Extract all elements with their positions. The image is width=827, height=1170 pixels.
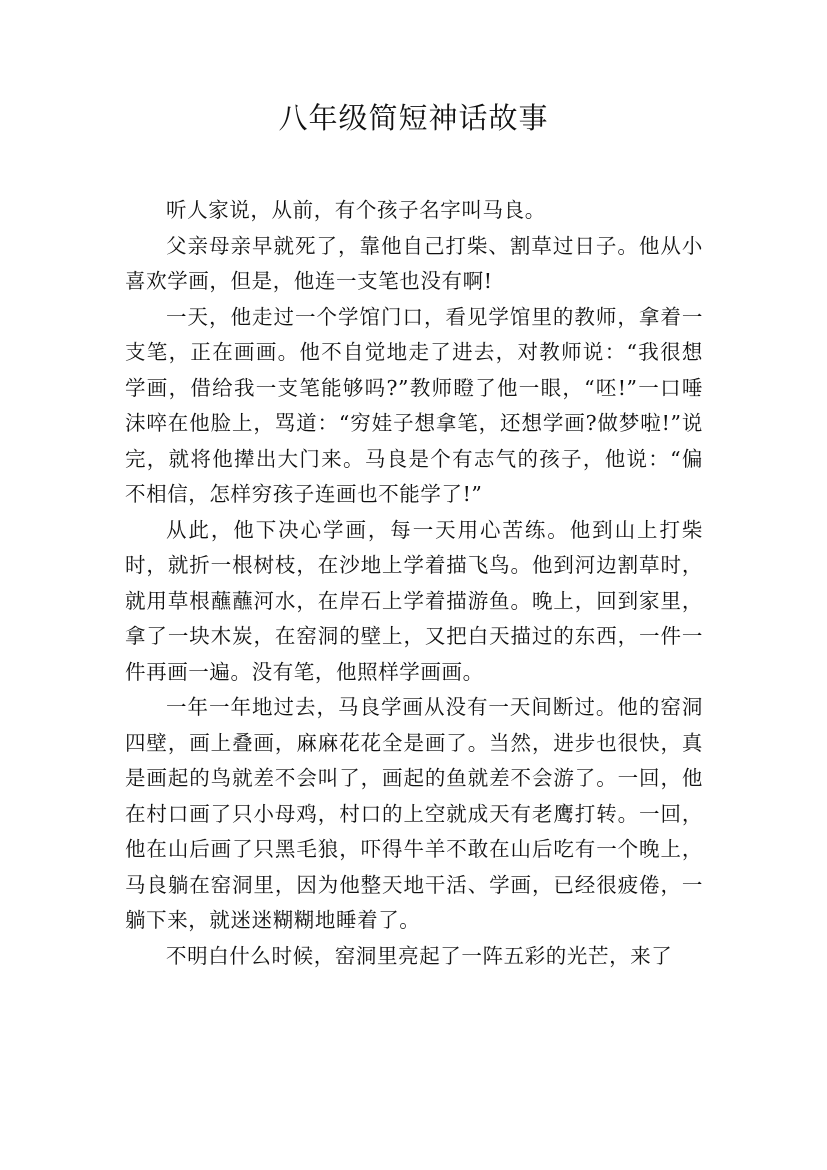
paragraph-2: 父亲母亲早就死了，靠他自己打柴、割草过日子。他从小喜欢学画，但是，他连一支笔也没有啊!	[125, 233, 703, 293]
document-title: 八年级简短神话故事	[278, 101, 549, 135]
paragraph-4: 从此，他下决心学画，每一天用心苦练。他到山上打柴时，就折一根树枝，在沙地上学着描飞鸟。他到河边割草时，就用草根蘸蘸河水，在岸石上学着描游鱼。晚上，回到家里，拿了一块木炭，在窑洞的壁上，又把白天描过的东西，一件一件再画一遍。没有笔，他照样学画画。	[125, 517, 703, 684]
paragraph-5: 一年一年地过去，马良学画从没有一天间断过。他的窑洞四壁，画上叠画，麻麻花花全是画了。当然，进步也很快，真是画起的鸟就差不会叫了，画起的鱼就差不会游了。一回，他在村口画了只小母鸡，村口的上空就成天有老鹰打转。一回，他在山后画了只黑毛狼，吓得牛羊不敢在山后吃有一个晚上，马良躺在窑洞里，因为他整天地干活、学画，已经很疲倦，一躺下来，就迷迷糊糊地睡着了。	[125, 695, 703, 932]
document-body	[125, 193, 703, 974]
paragraph-6: 不明白什么时候，窑洞里亮起了一阵五彩的光芒，来了	[166, 943, 673, 968]
paragraph-3: 一天，他走过一个学馆门口，看见学馆里的教师，拿着一支笔，正在画画。他不自觉地走了进去，对教师说：“我很想学画，借给我一支笔能够吗?”教师瞪了他一眼，“呸!”一口唾沫啐在他脸上，骂道：“穷娃子想拿笔，还想学画?做梦啦!”说完，就将他撵出大门来。马良是个有志气的孩子，他说：“偏不相信，怎样穷孩子连画也不能学了!”	[125, 304, 703, 506]
paragraph-1: 听人家说，从前，有个孩子名字叫马良。	[166, 198, 546, 222]
